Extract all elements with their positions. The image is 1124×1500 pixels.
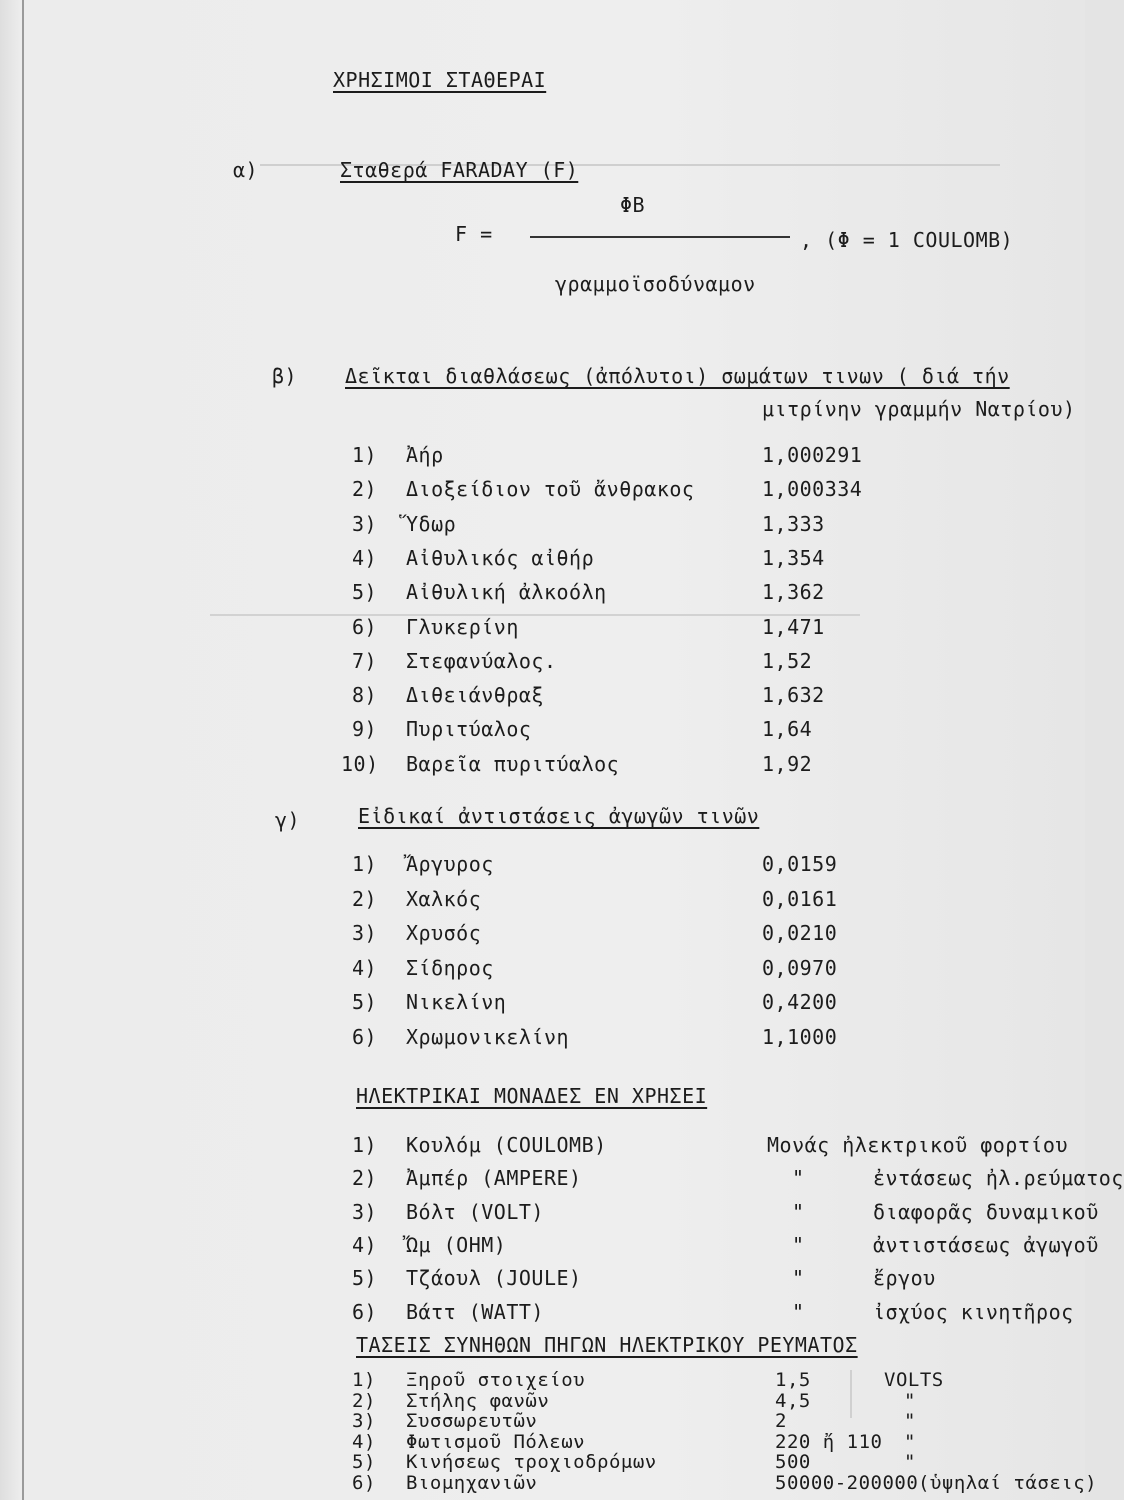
page-edge — [22, 0, 24, 1500]
refractive-index-value: 1,52 — [762, 648, 813, 673]
source-name: Συσσωρευτῶν — [406, 1410, 538, 1432]
refractive-index-value: 1,333 — [762, 511, 825, 536]
ditto-mark: " — [792, 1299, 805, 1324]
voltage-value: 500 — [775, 1451, 811, 1473]
unit-name: Τζάουλ (JOULE) — [406, 1266, 582, 1291]
voltage-value: 2 — [775, 1410, 787, 1432]
ditto-mark: " — [792, 1199, 805, 1224]
substance-name: Ὕδωρ — [406, 511, 457, 536]
refraction-heading: Δεῖκται διαθλάσεως (ἀπόλυτοι) σωμάτων τινων ( διά τήν — [345, 364, 1010, 388]
resistivity-value: 0,0210 — [762, 921, 838, 945]
substance-name: Αἰθυλική ἀλκοόλη — [406, 580, 607, 605]
conductor-name: Νικελίνη — [406, 990, 507, 1014]
unit-description: ἐντάσεως ἠλ.ρεύματος — [873, 1166, 1124, 1191]
list-item-number: 7) — [352, 648, 378, 673]
refractive-index-value: 1,000334 — [762, 477, 863, 502]
list-item-number: 3) — [352, 921, 378, 945]
unit-name: Κουλόμ (COULOMB) — [406, 1133, 607, 1157]
conductor-name: Ἄργυρος — [406, 852, 494, 876]
unit-name: Ὤμ (OHM) — [406, 1232, 507, 1257]
substance-name: Στεφανύαλος. — [406, 648, 557, 673]
unit-description: Μονάς ἠλεκτρικοῦ φορτίου — [767, 1133, 1068, 1157]
list-item-number: 6) — [352, 1471, 376, 1494]
voltage-unit: " — [904, 1451, 916, 1473]
list-item-number: 4) — [352, 545, 378, 570]
refractive-index-value: 1,64 — [762, 717, 813, 742]
voltage-unit: " — [904, 1389, 916, 1412]
refractive-index-value: 1,471 — [762, 614, 825, 639]
substance-name: Αἰθυλικός αἰθήρ — [406, 545, 595, 570]
list-item-number: 1) — [352, 1133, 378, 1157]
formula-numerator: ΦΒ — [620, 193, 646, 217]
refraction-heading-cont: μιτρίνην γραμμήν Νατρίου) — [762, 397, 1076, 421]
substance-name: Διθειάνθραξ — [406, 683, 544, 708]
source-name: Στήλης φανῶν — [406, 1389, 550, 1412]
section-marker: α) — [233, 158, 259, 182]
list-item-number: 10) — [341, 751, 379, 776]
conductor-name: Χρυσός — [406, 921, 482, 945]
list-item-number: 1) — [352, 1369, 376, 1391]
list-item-number: 3) — [352, 1410, 376, 1432]
resistivity-value: 0,0970 — [762, 955, 838, 980]
resistivity-value: 0,4200 — [762, 990, 838, 1014]
page-title: ΧΡΗΣΙΜΟΙ ΣΤΑΘΕΡΑΙ — [333, 68, 547, 92]
list-item-number: 6) — [352, 1299, 378, 1324]
conductor-name: Σίδηρος — [406, 955, 494, 980]
substance-name: Γλυκερίνη — [406, 614, 519, 639]
source-name: Ξηροῦ στοιχείου — [406, 1369, 586, 1391]
voltages-heading: ΤΑΣΕΙΣ ΣΥΝΗΘΩΝ ΠΗΓΩΝ ΗΛΕΚΤΡΙΚΟΥ ΡΕΥΜΑΤΟΣ — [356, 1333, 858, 1357]
unit-description: ἰσχύος κινητῆρος — [873, 1299, 1074, 1324]
substance-name: Ἀήρ — [406, 443, 444, 467]
list-item-number: 4) — [352, 1232, 378, 1257]
unit-description: ἔργου — [873, 1266, 936, 1291]
list-item-number: 1) — [352, 443, 378, 467]
fraction-bar — [530, 236, 790, 238]
list-item-number: 2) — [352, 886, 378, 911]
source-name: Φωτισμοῦ Πόλεων — [406, 1430, 586, 1453]
voltage-value: 1,5 — [775, 1369, 811, 1391]
list-item-number: 2) — [352, 477, 378, 502]
list-item-number: 5) — [352, 1266, 378, 1291]
list-item-number: 3) — [352, 511, 378, 536]
list-item-number: 2) — [352, 1166, 378, 1191]
formula-denominator: γραμμοϊσοδύναμον — [555, 272, 756, 296]
show-through-line — [850, 1370, 852, 1418]
conductor-name: Χαλκός — [406, 886, 482, 911]
formula-rhs: , (Φ = 1 COULOMB) — [800, 228, 1014, 252]
list-item-number: 4) — [352, 955, 378, 980]
voltage-value: 50000-200000 — [775, 1471, 919, 1494]
voltage-value: 4,5 — [775, 1389, 811, 1412]
unit-name: Ἀμπέρ (AMPERE) — [406, 1166, 582, 1191]
list-item-number: 9) — [352, 717, 378, 742]
voltage-value: 220 ἤ 110 — [775, 1430, 883, 1453]
list-item-number: 5) — [352, 1451, 376, 1473]
source-name: Κινήσεως τροχιοδρόμων — [406, 1451, 657, 1473]
resistivity-value: 1,1000 — [762, 1024, 838, 1049]
refractive-index-value: 1,632 — [762, 683, 825, 708]
units-heading: ΗΛΕΚΤΡΙΚΑΙ ΜΟΝΑΔΕΣ ΕΝ ΧΡΗΣΕΙ — [356, 1084, 708, 1108]
unit-description: ἀντιστάσεως ἀγωγοῦ — [873, 1232, 1099, 1257]
list-item-number: 5) — [352, 990, 378, 1014]
ditto-mark: " — [792, 1166, 805, 1191]
conductor-name: Χρωμονικελίνη — [406, 1024, 570, 1049]
unit-name: Βόλτ (VOLT) — [406, 1199, 544, 1224]
section-marker: γ) — [275, 808, 301, 832]
faraday-heading: Σταθερά FARADAY (F) — [340, 158, 579, 182]
unit-description: διαφορᾶς δυναμικοῦ — [873, 1199, 1099, 1224]
voltage-unit: VOLTS — [884, 1369, 944, 1391]
unit-name: Βάττ (WATT) — [406, 1299, 544, 1324]
list-item-number: 8) — [352, 683, 378, 708]
voltage-unit: (ὑψηλαί τάσεις) — [918, 1471, 1098, 1494]
refractive-index-value: 1,362 — [762, 580, 825, 605]
source-name: Βιομηχανιῶν — [406, 1471, 538, 1494]
list-item-number: 6) — [352, 1024, 378, 1049]
list-item-number: 2) — [352, 1389, 376, 1412]
resistivity-value: 0,0159 — [762, 852, 838, 876]
resistivity-value: 0,0161 — [762, 886, 838, 911]
voltage-unit: " — [904, 1430, 916, 1453]
voltage-unit: " — [904, 1410, 916, 1432]
list-item-number: 4) — [352, 1430, 376, 1453]
list-item-number: 5) — [352, 580, 378, 605]
refractive-index-value: 1,92 — [762, 751, 813, 776]
list-item-number: 3) — [352, 1199, 378, 1224]
list-item-number: 1) — [352, 852, 378, 876]
resistance-heading: Εἰδικαί ἀντιστάσεις ἀγωγῶν τινῶν — [358, 804, 760, 828]
refractive-index-value: 1,000291 — [762, 443, 863, 467]
refractive-index-value: 1,354 — [762, 545, 825, 570]
ditto-mark: " — [792, 1266, 805, 1291]
section-marker: β) — [272, 364, 298, 388]
substance-name: Διοξείδιον τοῦ ἄνθρακος — [406, 477, 695, 502]
ditto-mark: " — [792, 1232, 805, 1257]
substance-name: Βαρεῖα πυριτύαλος — [406, 751, 620, 776]
list-item-number: 6) — [352, 614, 378, 639]
substance-name: Πυριτύαλος — [406, 717, 532, 742]
formula-lhs: F = — [455, 222, 493, 246]
